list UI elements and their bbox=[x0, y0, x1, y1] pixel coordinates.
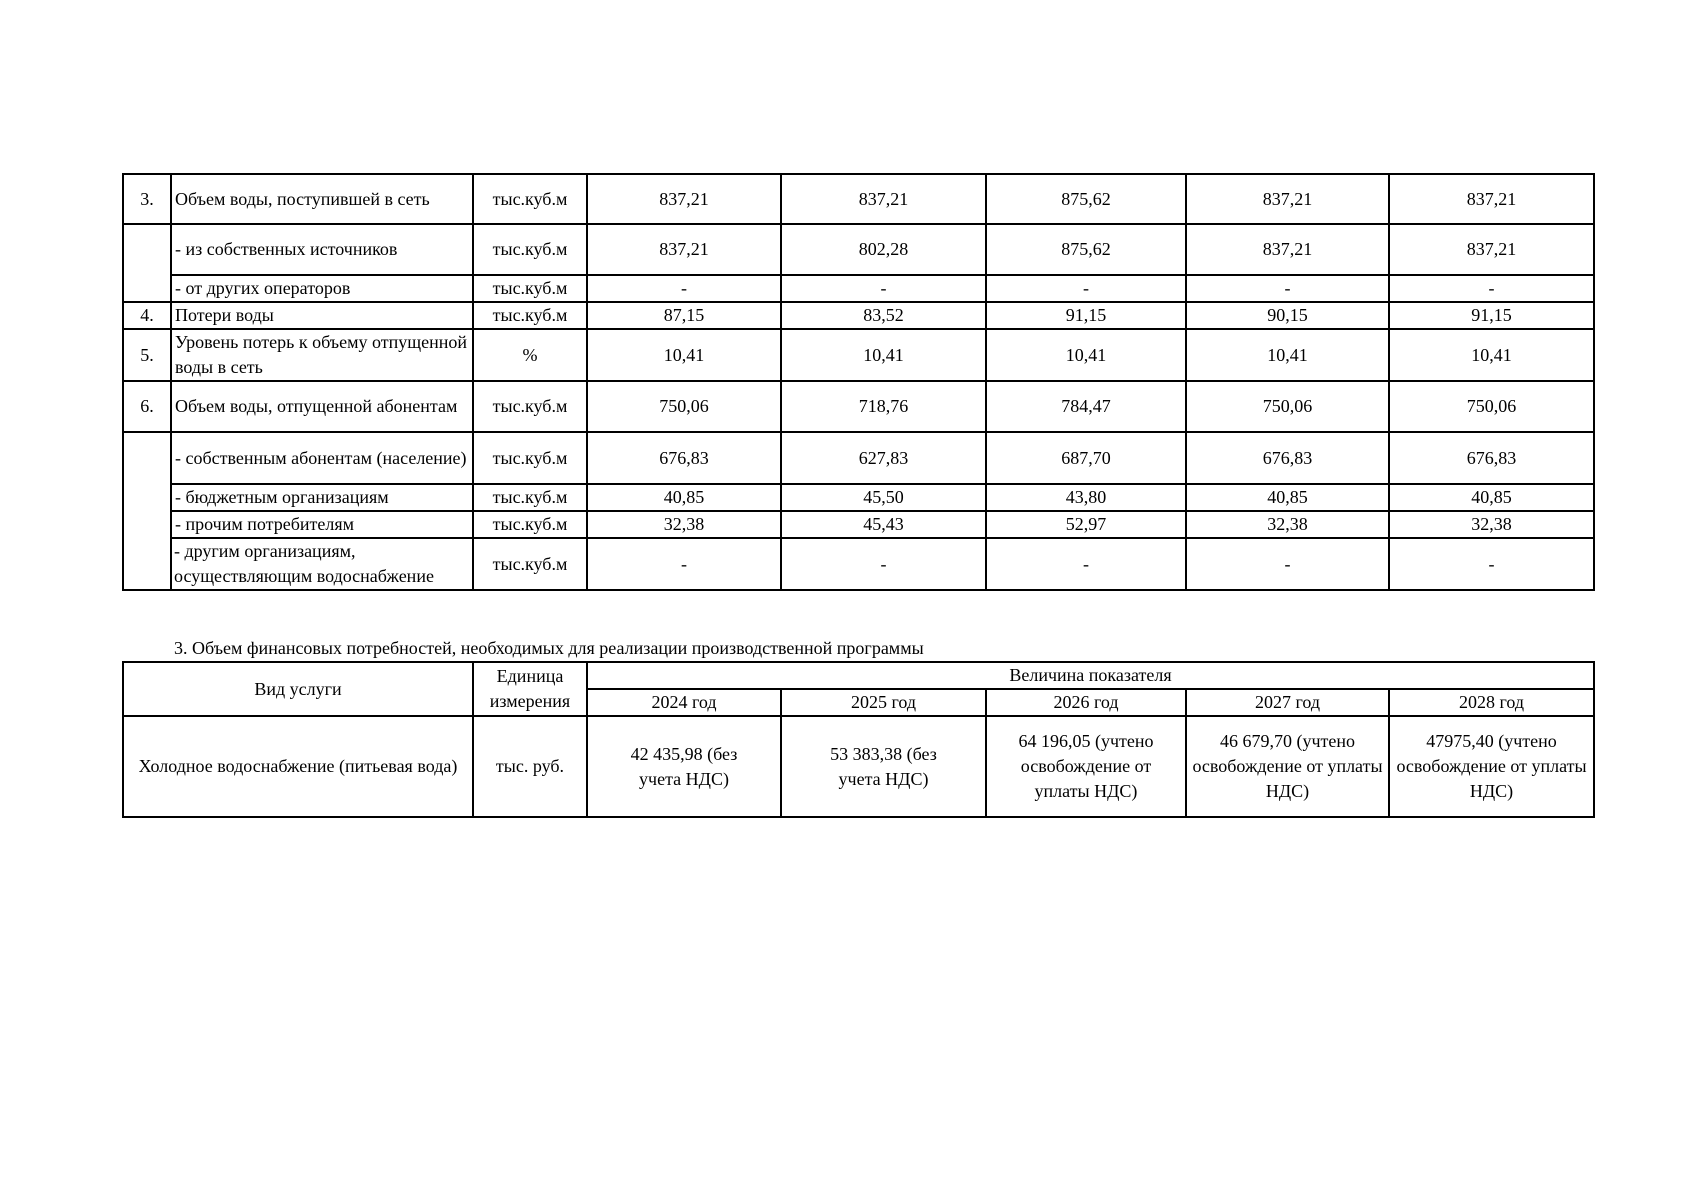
value-cell: 87,15 bbox=[587, 302, 781, 329]
table-row bbox=[123, 381, 1594, 432]
value-cell: 837,21 bbox=[587, 174, 781, 224]
table-row bbox=[123, 716, 1594, 817]
value-cell: 802,28 bbox=[781, 224, 986, 275]
unit-cell: тыс.куб.м bbox=[473, 432, 587, 484]
header-row bbox=[123, 662, 1594, 689]
service-header: Вид услуги bbox=[123, 662, 473, 716]
value-cell: 750,06 bbox=[587, 381, 781, 432]
value-cell: 32,38 bbox=[587, 511, 781, 538]
value-cell: 837,21 bbox=[1389, 174, 1594, 224]
indicator-name: - собственным абонентам (население) bbox=[171, 432, 473, 484]
indicator-name: Уровень потерь к объему отпущенной воды в сеть bbox=[171, 329, 473, 381]
unit-cell: тыс.куб.м bbox=[473, 224, 587, 275]
row-number: 5. bbox=[123, 329, 171, 381]
unit-cell: тыс.куб.м bbox=[473, 174, 587, 224]
year-header: 2024 год bbox=[587, 689, 781, 716]
value-cell: 90,15 bbox=[1186, 302, 1389, 329]
indicator-name: - другим организациям, осуществляющим водоснабжение bbox=[171, 538, 473, 590]
value-cell: - bbox=[781, 275, 986, 302]
unit-cell: тыс.куб.м bbox=[473, 538, 587, 590]
value-cell: 837,21 bbox=[1389, 224, 1594, 275]
value-cell: 750,06 bbox=[1389, 381, 1594, 432]
value-cell: 45,50 bbox=[781, 484, 986, 511]
service-name: Холодное водоснабжение (питьевая вода) bbox=[123, 716, 473, 817]
value-cell: 83,52 bbox=[781, 302, 986, 329]
indicator-name: - из собственных источников bbox=[171, 224, 473, 275]
value-cell: 32,38 bbox=[1186, 511, 1389, 538]
value-cell: 627,83 bbox=[781, 432, 986, 484]
table-row bbox=[123, 484, 1594, 511]
water-volumes-table bbox=[122, 173, 1595, 591]
value-cell: 52,97 bbox=[986, 511, 1186, 538]
value-cell: 784,47 bbox=[986, 381, 1186, 432]
value-cell: 46 679,70 (учтено освобождение от уплаты НДС) bbox=[1186, 716, 1389, 817]
unit-cell: тыс.куб.м bbox=[473, 302, 587, 329]
value-cell: 10,41 bbox=[781, 329, 986, 381]
value-cell: - bbox=[1389, 538, 1594, 590]
table-row bbox=[123, 432, 1594, 484]
indicator-name: Объем воды, отпущенной абонентам bbox=[171, 381, 473, 432]
unit-cell: тыс.куб.м bbox=[473, 381, 587, 432]
row-number: 6. bbox=[123, 381, 171, 432]
year-header: 2025 год bbox=[781, 689, 986, 716]
value-cell: 676,83 bbox=[587, 432, 781, 484]
indicator-name: - прочим потребителям bbox=[171, 511, 473, 538]
value-cell: - bbox=[587, 538, 781, 590]
indicator-name: Объем воды, поступившей в сеть bbox=[171, 174, 473, 224]
unit-cell: тыс.куб.м bbox=[473, 511, 587, 538]
value-cell: - bbox=[986, 538, 1186, 590]
value-cell: 45,43 bbox=[781, 511, 986, 538]
value-cell: 837,21 bbox=[587, 224, 781, 275]
row-number bbox=[123, 224, 171, 302]
value-cell: 40,85 bbox=[587, 484, 781, 511]
indicator-name: Потери воды bbox=[171, 302, 473, 329]
value-cell: 91,15 bbox=[986, 302, 1186, 329]
value-cell: 718,76 bbox=[781, 381, 986, 432]
value-cell: 91,15 bbox=[1389, 302, 1594, 329]
table-row bbox=[123, 329, 1594, 381]
value-cell: 43,80 bbox=[986, 484, 1186, 511]
value-cell: 32,38 bbox=[1389, 511, 1594, 538]
value-cell: - bbox=[1186, 275, 1389, 302]
value-cell: 837,21 bbox=[781, 174, 986, 224]
value-cell: 750,06 bbox=[1186, 381, 1389, 432]
table-row bbox=[123, 511, 1594, 538]
value-cell: 53 383,38 (без учета НДС) bbox=[781, 716, 986, 817]
value-cell: 10,41 bbox=[587, 329, 781, 381]
unit-header: Единица измерения bbox=[473, 662, 587, 716]
value-cell: 40,85 bbox=[1186, 484, 1389, 511]
value-cell: 10,41 bbox=[986, 329, 1186, 381]
table-row bbox=[123, 275, 1594, 302]
table-row bbox=[123, 302, 1594, 329]
financial-needs-table bbox=[122, 661, 1595, 818]
unit-cell: % bbox=[473, 329, 587, 381]
row-number: 4. bbox=[123, 302, 171, 329]
value-cell: - bbox=[587, 275, 781, 302]
table-row bbox=[123, 224, 1594, 275]
value-cell: 687,70 bbox=[986, 432, 1186, 484]
value-cell: 875,62 bbox=[986, 174, 1186, 224]
row-number bbox=[123, 432, 171, 590]
value-cell: 837,21 bbox=[1186, 224, 1389, 275]
unit-cell: тыс.куб.м bbox=[473, 484, 587, 511]
year-header: 2026 год bbox=[986, 689, 1186, 716]
value-header: Величина показателя bbox=[587, 662, 1594, 689]
value-cell: - bbox=[986, 275, 1186, 302]
section-title: 3. Объем финансовых потребностей, необходимых для реализации производственной программы bbox=[174, 638, 924, 658]
unit-cell: тыс. руб. bbox=[473, 716, 587, 817]
value-cell: 676,83 bbox=[1186, 432, 1389, 484]
table-row bbox=[123, 538, 1594, 590]
value-cell: 676,83 bbox=[1389, 432, 1594, 484]
value-cell: 837,21 bbox=[1186, 174, 1389, 224]
value-cell: - bbox=[1389, 275, 1594, 302]
value-cell: 10,41 bbox=[1186, 329, 1389, 381]
indicator-name: - бюджетным организациям bbox=[171, 484, 473, 511]
year-header: 2028 год bbox=[1389, 689, 1594, 716]
value-cell: 40,85 bbox=[1389, 484, 1594, 511]
value-cell: 64 196,05 (учтено освобождение от уплаты НДС) bbox=[986, 716, 1186, 817]
value-cell: 42 435,98 (без учета НДС) bbox=[587, 716, 781, 817]
value-cell: 47975,40 (учтено освобождение от уплаты НДС) bbox=[1389, 716, 1594, 817]
year-header: 2027 год bbox=[1186, 689, 1389, 716]
row-number: 3. bbox=[123, 174, 171, 224]
value-cell: - bbox=[781, 538, 986, 590]
table-row bbox=[123, 174, 1594, 224]
value-cell: 875,62 bbox=[986, 224, 1186, 275]
value-cell: - bbox=[1186, 538, 1389, 590]
unit-cell: тыс.куб.м bbox=[473, 275, 587, 302]
indicator-name: - от других операторов bbox=[171, 275, 473, 302]
value-cell: 10,41 bbox=[1389, 329, 1594, 381]
